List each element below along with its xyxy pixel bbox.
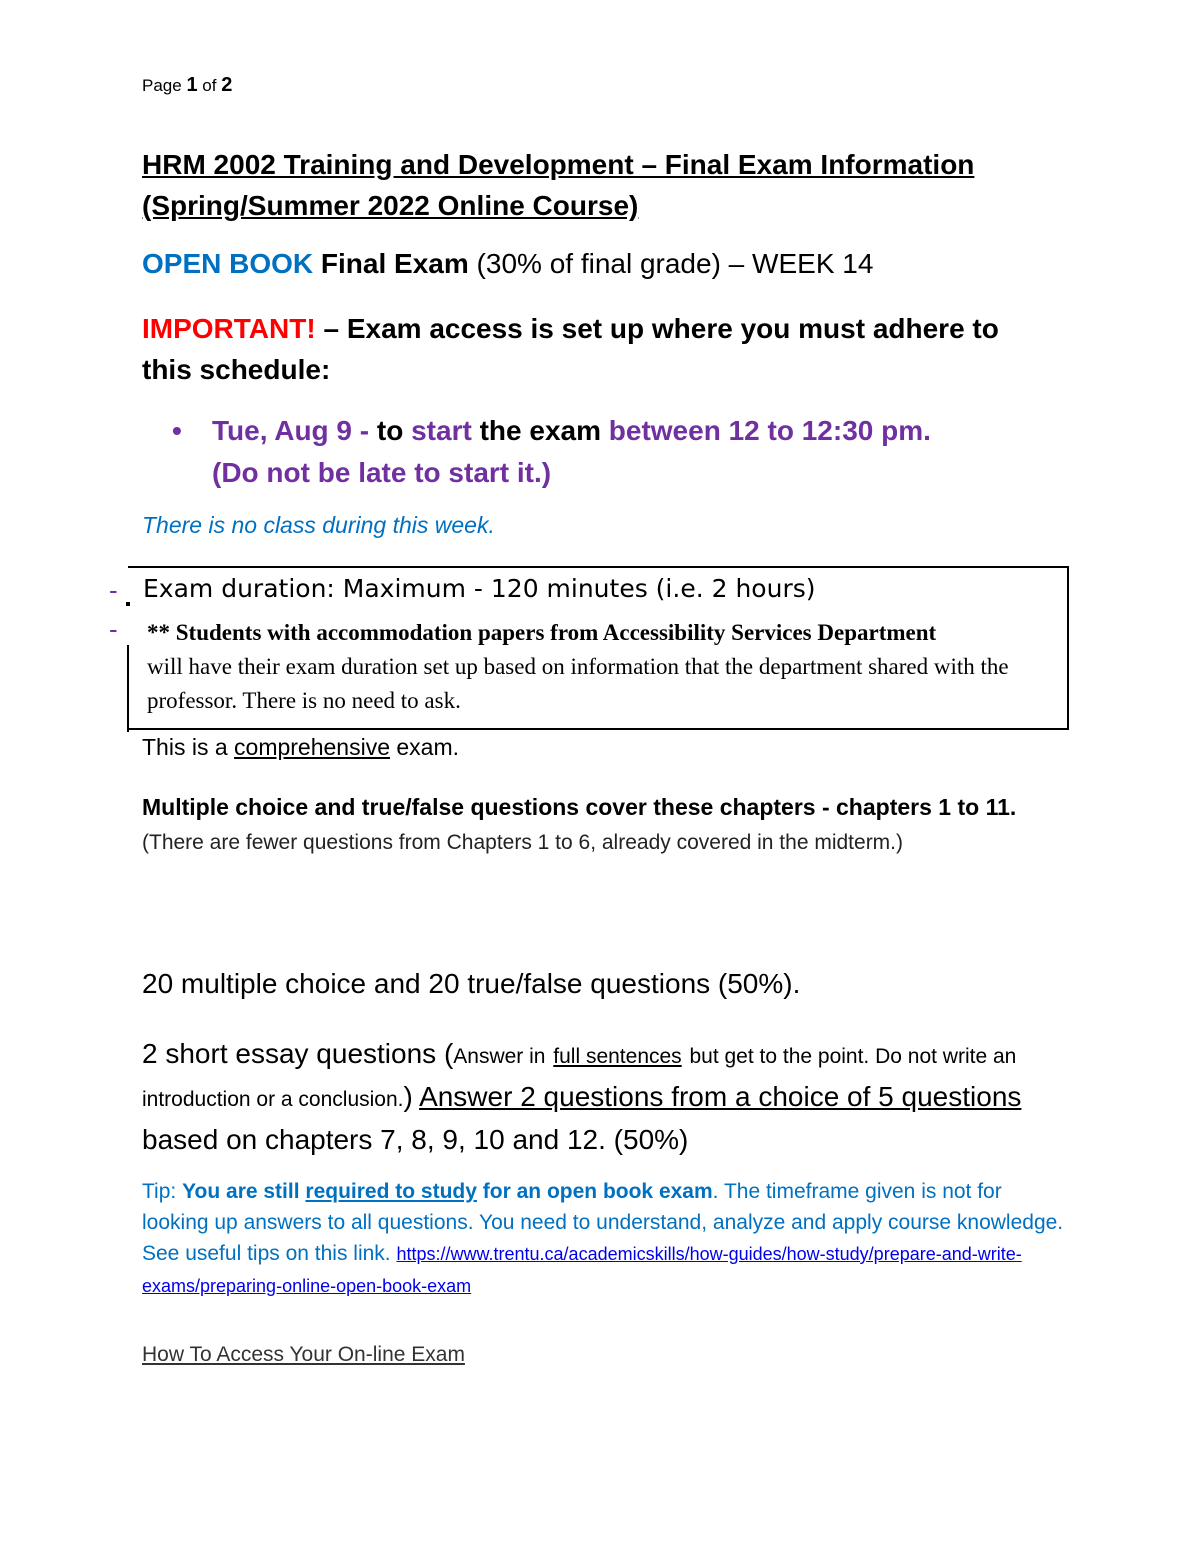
important-highlight: IMPORTANT! (142, 313, 316, 344)
tips-link[interactable]: https://www.trentu.ca/academicskills/how-guides/how-study/prepare-and-write-exams/preparing-online-open-book-exam (142, 1244, 1022, 1296)
box-left-border (127, 645, 129, 732)
accommodation-lead: ** Students with accommodation papers from Accessibility Services Department (147, 620, 937, 645)
no-class-note: There is no class during this week. (142, 512, 495, 538)
question-counts: 20 multiple choice and 20 true/false questions (50%). (142, 968, 801, 999)
open-book-highlight: OPEN BOOK (142, 248, 314, 279)
chapters-coverage: Multiple choice and true/false questions cover these chapters - chapters 1 to 11. (There are fewer questions from Chapters 1 to 6, already covered in the midterm.) (142, 794, 1017, 854)
document-title: HRM 2002 Training and Development – Final Exam Information (Spring/Summer 2022 Online Course) (142, 149, 975, 221)
open-book-line: OPEN BOOK Final Exam (30% of final grade) – WEEK 14 (142, 248, 874, 279)
schedule-item: Tue, Aug 9 - to start the exam between 12 to 12:30 pm. (Do not be late to start it.) (212, 415, 931, 488)
accommodation-text: will have their exam duration set up based on information that the department shared with the professor. There is no need to ask. (147, 654, 1009, 713)
comprehensive-line: This is a comprehensive exam. (142, 734, 460, 760)
important-notice: IMPORTANT! – Exam access is set up where you must adhere to this schedule: (142, 313, 999, 385)
exam-duration: Exam duration: Maximum - 120 minutes (i.e. 2 hours) (143, 574, 816, 603)
study-tip: Tip: You are still required to study for an open book exam. The timeframe given is not for looking up answers to all questions. You need to understand, analyze and apply course knowledge. See useful tips on this link. https://www.trentu.ca/academicskills/how-guides/how-study/prepare-and-write-exams/preparing-online-open-book-exam (142, 1180, 1064, 1296)
page-number: Page 1 of 2 (142, 74, 233, 96)
list-dash: - (109, 575, 118, 605)
essay-questions: 2 short essay questions (Answer in full sentences but get to the point. Do not write an introduction or a conclusion.) Answer 2 questions from a choice of 5 questions based on chapters 7, 8, 9, 10 and 12. (50%) (142, 1038, 1022, 1155)
bullet-icon: • (172, 415, 182, 446)
how-to-access-heading[interactable]: How To Access Your On-line Exam (142, 1343, 465, 1366)
list-dash: - (109, 614, 118, 644)
schedule-note: (Do not be late to start it.) (212, 457, 552, 488)
box-left-dot (126, 602, 130, 606)
